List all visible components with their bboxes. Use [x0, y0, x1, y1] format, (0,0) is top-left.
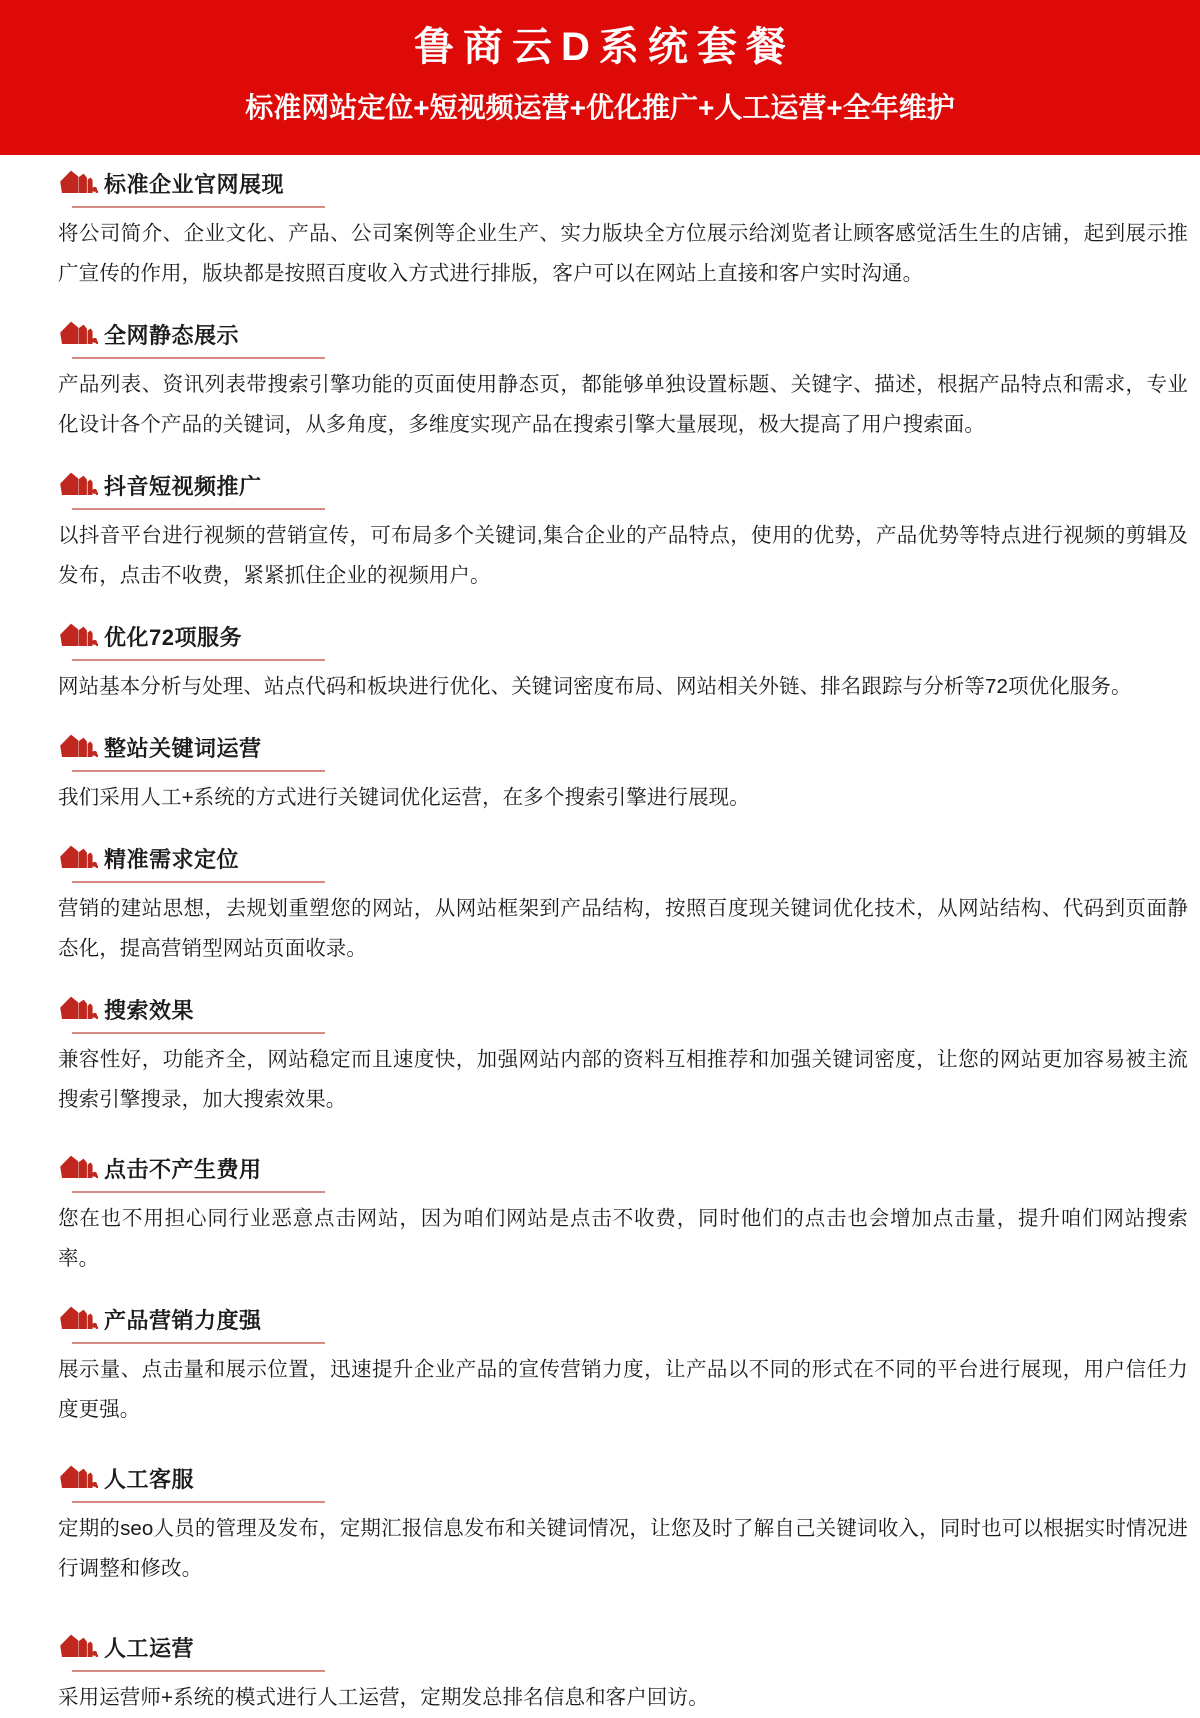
feature-section-4 [0, 618, 1200, 707]
feature-body: 展示量、点击量和展示位置，迅速提升企业产品的宣传营销力度，让产品以不同的形式在不同的平台进行展现，用户信任力度更强。 [58, 1358, 1188, 1421]
feature-divider [72, 1501, 325, 1503]
feature-body: 我们采用人工+系统的方式进行关键词优化运营，在多个搜索引擎进行展现。 [58, 786, 750, 809]
feature-section-6 [0, 840, 1200, 969]
feature-section-7 [0, 991, 1200, 1120]
feature-section-5 [0, 729, 1200, 818]
feature-title: 整站关键词运营 [104, 736, 262, 761]
page-banner [0, 0, 1200, 155]
feature-body: 您在也不用担心同行业恶意点击网站，因为咱们网站是点击不收费，同时他们的点击也会增加点击量，提升咱们网站搜索率。 [58, 1207, 1188, 1270]
feature-title: 抖音短视频推广 [104, 474, 262, 499]
feature-title: 点击不产生费用 [104, 1157, 262, 1182]
motion-arrow-icon [58, 622, 98, 649]
motion-arrow-icon [58, 1154, 98, 1181]
feature-divider [72, 659, 325, 661]
feature-section-8 [0, 1150, 1200, 1279]
motion-arrow-icon [58, 1633, 98, 1660]
feature-divider [72, 1191, 325, 1193]
motion-arrow-icon [58, 995, 98, 1022]
feature-body: 营销的建站思想，去规划重塑您的网站，从网站框架到产品结构，按照百度现关键词优化技术，从网站结构、代码到页面静态化，提高营销型网站页面收录。 [58, 897, 1188, 960]
motion-arrow-icon [58, 471, 98, 498]
content-area [0, 165, 1200, 1718]
feature-heading-row [58, 991, 1188, 1023]
motion-arrow-icon [58, 1305, 98, 1332]
feature-divider [72, 770, 325, 772]
motion-arrow-icon [58, 320, 98, 347]
feature-body: 网站基本分析与处理、站点代码和板块进行优化、关键词密度布局、网站相关外链、排名跟踪与分析等72项优化服务。 [58, 675, 1132, 698]
page-subtitle: 标准网站定位+短视频运营+优化推广+人工运营+全年维护 [245, 92, 955, 123]
feature-divider [72, 1342, 325, 1344]
feature-body: 将公司简介、企业文化、产品、公司案例等企业生产、实力版块全方位展示给浏览者让顾客感觉活生生的店铺，起到展示推广宣传的作用，版块都是按照百度收入方式进行排版，客户可以在网站上直接和客户实时沟通。 [58, 222, 1188, 285]
feature-section-2 [0, 316, 1200, 445]
feature-heading-row [58, 165, 1188, 197]
motion-arrow-icon [58, 169, 98, 196]
feature-section-3 [0, 467, 1200, 596]
feature-body: 产品列表、资讯列表带搜索引擎功能的页面使用静态页，都能够单独设置标题、关键字、描述，根据产品特点和需求，专业化设计各个产品的关键词，从多角度，多维度实现产品在搜索引擎大量展现，极大提高了用户搜索面。 [58, 373, 1188, 436]
feature-divider [72, 508, 325, 510]
feature-title: 精准需求定位 [104, 847, 240, 872]
feature-title: 优化72项服务 [104, 625, 242, 650]
feature-heading-row [58, 1150, 1188, 1182]
feature-section-9 [0, 1301, 1200, 1430]
feature-divider [72, 206, 325, 208]
motion-arrow-icon [58, 1464, 98, 1491]
feature-title: 标准企业官网展现 [104, 172, 285, 197]
feature-heading-row [58, 316, 1188, 348]
feature-divider [72, 357, 325, 359]
feature-section-11 [0, 1629, 1200, 1718]
feature-heading-row [58, 1629, 1188, 1661]
feature-title: 全网静态展示 [104, 323, 240, 348]
feature-body: 采用运营师+系统的模式进行人工运营，定期发总排名信息和客户回访。 [58, 1686, 709, 1709]
feature-section-10 [0, 1460, 1200, 1589]
feature-heading-row [58, 618, 1188, 650]
feature-body: 定期的seo人员的管理及发布，定期汇报信息发布和关键词情况，让您及时了解自己关键词收入，同时也可以根据实时情况进行调整和修改。 [58, 1517, 1188, 1580]
feature-heading-row [58, 840, 1188, 872]
feature-title: 人工客服 [104, 1467, 195, 1492]
feature-divider [72, 881, 325, 883]
feature-title: 人工运营 [104, 1636, 195, 1661]
motion-arrow-icon [58, 733, 98, 760]
feature-title: 搜索效果 [104, 998, 195, 1023]
feature-heading-row [58, 1301, 1188, 1333]
page-title: 鲁商云D系统套餐 [414, 25, 795, 69]
motion-arrow-icon [58, 844, 98, 871]
feature-section-1 [0, 165, 1200, 294]
feature-heading-row [58, 729, 1188, 761]
feature-divider [72, 1032, 325, 1034]
feature-heading-row [58, 1460, 1188, 1492]
feature-heading-row [58, 467, 1188, 499]
feature-body: 以抖音平台进行视频的营销宣传，可布局多个关键词,集合企业的产品特点，使用的优势，产品优势等特点进行视频的剪辑及发布，点击不收费，紧紧抓住企业的视频用户。 [58, 524, 1188, 587]
feature-divider [72, 1670, 325, 1672]
feature-title: 产品营销力度强 [104, 1308, 262, 1333]
feature-body: 兼容性好，功能齐全，网站稳定而且速度快，加强网站内部的资料互相推荐和加强关键词密度，让您的网站更加容易被主流搜索引擎搜录，加大搜索效果。 [58, 1048, 1188, 1111]
